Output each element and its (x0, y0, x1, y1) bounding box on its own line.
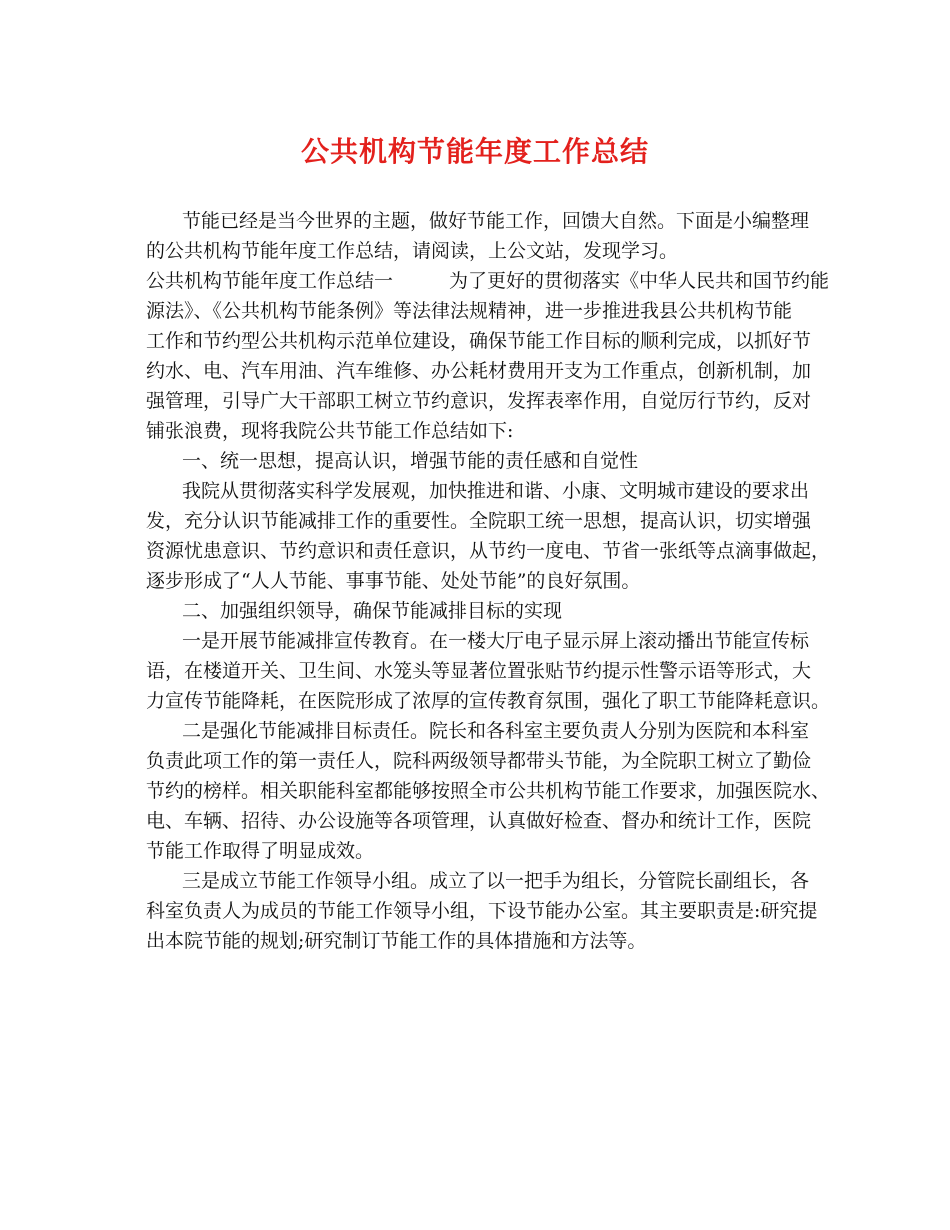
line-text: 电、车辆、招待、办公设施等各项管理，认真做好检查、督办和统计工作，医院 (146, 810, 812, 832)
text-line (146, 296, 806, 326)
text-line (146, 416, 806, 446)
line-text: 铺张浪费，现将我院公共节能工作总结如下: (146, 420, 514, 442)
text-line (146, 776, 831, 806)
section-heading (146, 596, 806, 626)
line-text: 节能已经是当今世界的主题，做好节能工作，回馈大自然。下面是小编整理 (182, 210, 810, 232)
line-text: 为了更好的贯彻落实《中华人民共和国节约能 (449, 270, 830, 292)
text-line (146, 356, 812, 386)
line-text: 负责此项工作的第一责任人，院科两级领导都带头节能，为全院职工树立了勤俭 (146, 750, 812, 772)
text-line (146, 266, 830, 296)
text-line (146, 566, 806, 596)
text-line (146, 896, 818, 926)
text-line (146, 206, 810, 236)
section-heading (146, 446, 806, 476)
text-line (146, 536, 831, 566)
line-text: 一是开展节能减排宣传教育。在一楼大厅电子显示屏上滚动播出节能宣传标 (182, 630, 810, 652)
text-line (146, 746, 812, 776)
line-text: 我院从贯彻落实科学发展观，加快推进和谐、小康、文明城市建设的要求出 (182, 480, 810, 502)
text-line (146, 506, 812, 536)
document-title: 公共机构节能年度工作总结 (300, 135, 649, 168)
text-line (146, 806, 812, 836)
line-text: 的公共机构节能年度工作总结，请阅读，上公文站，发现学习。 (146, 240, 679, 262)
line-text: 强管理，引导广大干部职工树立节约意识，发挥表率作用，自觉厉行节约，反对 (146, 390, 812, 412)
line-text: 出本院节能的规划;研究制订节能工作的具体措施和方法等。 (146, 930, 647, 952)
section-heading-inline: 公共机构节能年度工作总结一 (146, 270, 394, 292)
line-text: 语，在楼道开关、卫生间、水笼头等显著位置张贴节约提示性警示语等形式，大 (146, 660, 812, 682)
line-text: 三是成立节能工作领导小组。成立了以一把手为组长，分管院长副组长，各 (182, 870, 810, 892)
line-text: 逐步形成了“人人节能、事事节能、处处节能”的良好氛围。 (146, 570, 641, 592)
text-line (146, 326, 812, 356)
text-line (146, 686, 831, 716)
line-text: 约水、电、汽车用油、汽车维修、办公耗材费用开支为工作重点，创新机制，加 (146, 360, 812, 382)
text-line (146, 626, 810, 656)
line-text: 力宣传节能降耗，在医院形成了浓厚的宣传教育氛围，强化了职工节能降耗意识。 (146, 690, 831, 712)
text-line (146, 236, 806, 266)
line-text: 资源忧患意识、节约意识和责任意识，从节约一度电、节省一张纸等点滴事做起， (146, 540, 831, 562)
line-text: 二是强化节能减排目标责任。院长和各科室主要负责人分别为医院和本科室 (182, 720, 810, 742)
text-line (146, 386, 812, 416)
line-text: 工作和节约型公共机构示范单位建设，确保节能工作目标的顺利完成，以抓好节 (146, 330, 812, 352)
line-text: 节能工作取得了明显成效。 (146, 840, 375, 862)
line-text: 二、加强组织领导，确保节能减排目标的实现 (182, 600, 563, 622)
text-line (146, 836, 806, 866)
text-line (146, 476, 810, 506)
line-text: 发，充分认识节能减排工作的重要性。全院职工统一思想，提高认识，切实增强 (146, 510, 812, 532)
line-text: 节约的榜样。相关职能科室都能够按照全市公共机构节能工作要求，加强医院水、 (146, 780, 831, 802)
text-line (146, 866, 810, 896)
line-text: 一、统一思想，提高认识，增强节能的责任感和自觉性 (182, 450, 639, 472)
document-body (146, 206, 831, 956)
line-text: 源法》、《公共机构节能条例》等法律法规精神，进一步推进我县公共机构节能 (146, 300, 793, 322)
line-text: 科室负责人为成员的节能工作领导小组，下设节能办公室。其主要职责是:研究提 (146, 900, 818, 922)
text-line (146, 716, 810, 746)
text-line (146, 926, 806, 956)
text-line (146, 656, 812, 686)
